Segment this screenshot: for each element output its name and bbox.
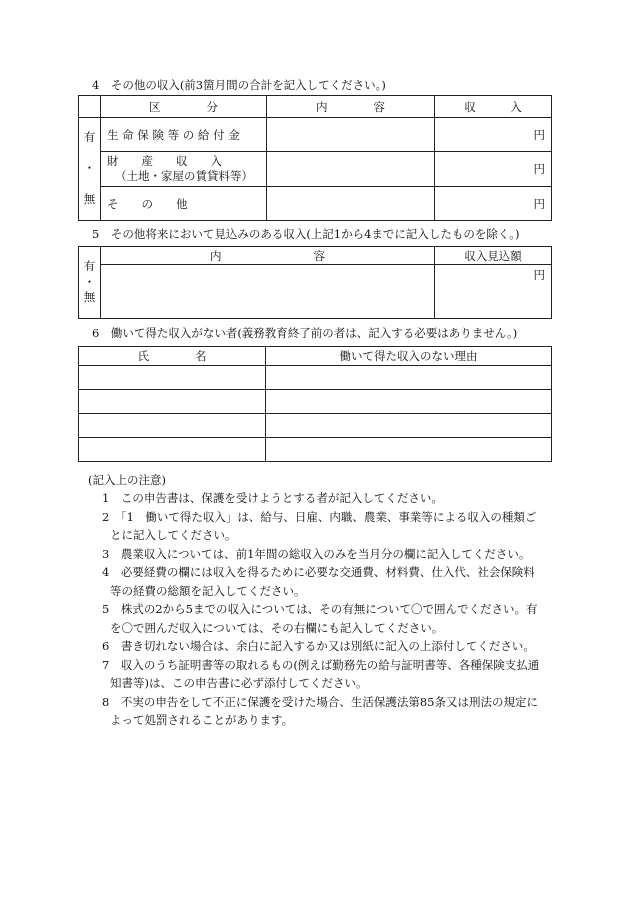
yes-label: 有 bbox=[83, 130, 96, 145]
note-line: よって処罰されることがあります。 bbox=[110, 713, 294, 727]
dot-label-5: ・ bbox=[83, 274, 96, 289]
section6-table bbox=[78, 346, 552, 462]
section4-heading: 4 その他の収入(前3箇月間の合計を記入してください。) bbox=[92, 78, 386, 92]
content-field-insurance[interactable] bbox=[267, 118, 435, 152]
corner-cell bbox=[79, 96, 101, 118]
row-label-insurance: 生 命 保 険 等 の 給 付 金 bbox=[101, 118, 267, 152]
property-sublabel: （土地・家屋の賃貸料等） bbox=[115, 169, 253, 183]
note-line: 3 農業収入については、前1年間の総収入のみを当月分の欄に記入してください。 bbox=[102, 547, 531, 561]
content-field-other[interactable] bbox=[267, 187, 435, 221]
col-header-content-5: 内 容 bbox=[101, 247, 435, 265]
col-header-name: 氏 名 bbox=[79, 347, 266, 366]
row-label-other: そ の 他 bbox=[101, 187, 267, 221]
col-header-reason: 働いて得た収入のない理由 bbox=[266, 347, 552, 366]
amount-field-property[interactable]: 円 bbox=[435, 152, 552, 187]
section5-table bbox=[78, 246, 552, 319]
yes-no-marker-5[interactable] bbox=[79, 247, 101, 319]
name-field[interactable] bbox=[79, 438, 266, 462]
note-line: 1 この申告書は、保護を受けようとする者が記入してください。 bbox=[102, 491, 443, 505]
note-line: 7 収入のうち証明書等の取れるもの(例えば勤務先の給与証明書等、各種保険支払通 bbox=[102, 658, 540, 672]
content-field-property[interactable] bbox=[267, 152, 435, 187]
section4-table bbox=[78, 95, 552, 221]
yes-no-marker[interactable] bbox=[79, 118, 101, 221]
property-label: 財 産 収 入 bbox=[107, 154, 222, 169]
reason-field[interactable] bbox=[266, 438, 552, 462]
yes-label-5: 有 bbox=[83, 259, 96, 274]
amount-field-insurance[interactable]: 円 bbox=[435, 118, 552, 152]
no-label: 無 bbox=[83, 192, 96, 207]
name-field[interactable] bbox=[79, 390, 266, 414]
reason-field[interactable] bbox=[266, 414, 552, 438]
notes-title: (記入上の注意) bbox=[88, 473, 166, 487]
no-label-5: 無 bbox=[83, 290, 96, 305]
section6-heading: 6 働いて得た収入がない者(義務教育終了前の者は、記入する必要はありません。) bbox=[92, 326, 518, 340]
col-header-expected-5: 収入見込額 bbox=[435, 247, 552, 265]
note-line: を〇で囲んだ収入については、その右欄にも記入してください。 bbox=[110, 621, 444, 635]
note-line: 4 必要経費の欄には収入を得るために必要な交通費、材料費、仕入代、社会保険料 bbox=[102, 565, 535, 579]
note-line: 等の経費の総額を記入してください。 bbox=[110, 584, 306, 598]
col-header-income: 収 入 bbox=[435, 96, 552, 118]
name-field[interactable] bbox=[79, 414, 266, 438]
note-line: 6 書き切れない場合は、余白に記入するか又は別紙に記入の上添付してください。 bbox=[102, 639, 535, 653]
reason-field[interactable] bbox=[266, 390, 552, 414]
row-label-property bbox=[101, 152, 267, 187]
amount-field-other[interactable]: 円 bbox=[435, 187, 552, 221]
note-line: とに記入してください。 bbox=[110, 528, 237, 542]
note-line: 2 「1 働いて得た収入」は、給与、日雇、内職、農業、事業等による収入の種類ご bbox=[102, 510, 537, 524]
note-line: 8 不実の申告をして不正に保護を受けた場合、生活保護法第85条又は刑法の規定に bbox=[102, 695, 538, 709]
reason-field[interactable] bbox=[266, 366, 552, 390]
content-field-5[interactable] bbox=[101, 265, 435, 319]
note-line: 知書等)は、この申告書に必ず添付してください。 bbox=[110, 676, 368, 690]
col-header-content: 内 容 bbox=[267, 96, 435, 118]
expected-amount-field[interactable]: 円 bbox=[435, 265, 552, 319]
dot-label: ・ bbox=[83, 161, 96, 176]
section5-heading: 5 その他将来において見込みのある収入(上記1から4までに記入したものを除く。) bbox=[92, 227, 520, 241]
col-header-category: 区 分 bbox=[101, 96, 267, 118]
note-line: 5 株式の2から5までの収入については、その有無について〇で囲んでください。有 bbox=[102, 602, 538, 616]
name-field[interactable] bbox=[79, 366, 266, 390]
